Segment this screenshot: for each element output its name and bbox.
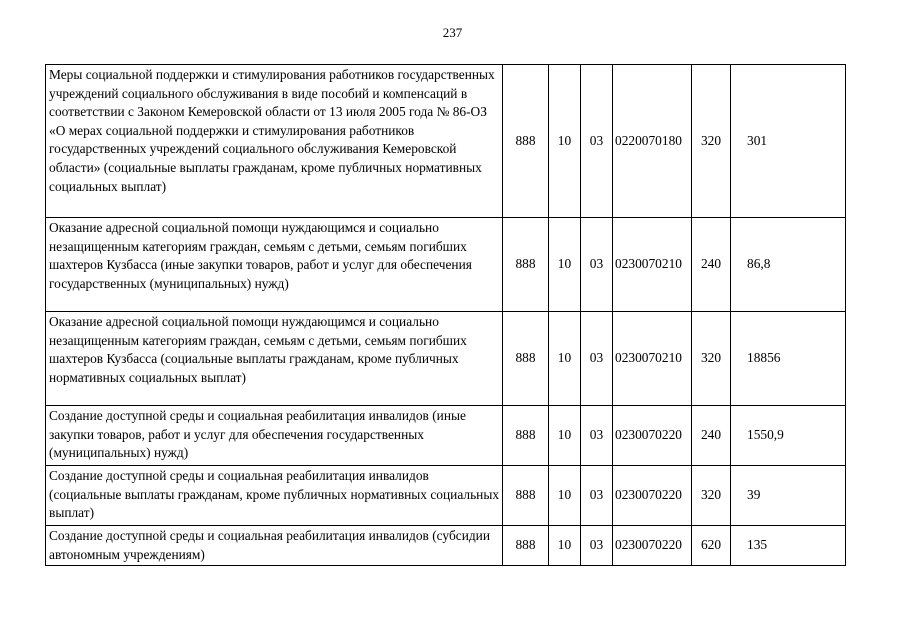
expense-name-cell: Создание доступной среды и социальная реабилитация инвалидов (субсидии автономным учреждениям)	[46, 526, 503, 566]
table-row	[46, 65, 846, 218]
subsection-code-cell: 03	[581, 466, 613, 526]
expense-name-cell: Создание доступной среды и социальная реабилитация инвалидов (иные закупки товаров, работ и услуг для обеспечения государственных (муниципальных) нужд)	[46, 406, 503, 466]
target-article-cell: 0230070220	[613, 406, 692, 466]
subsection-code-cell: 03	[581, 526, 613, 566]
amount-cell: 135	[731, 526, 846, 566]
subsection-code-cell: 03	[581, 312, 613, 406]
table-row	[46, 218, 846, 312]
ministry-code-cell: 888	[503, 526, 549, 566]
section-code-cell: 10	[549, 312, 581, 406]
amount-cell: 39	[731, 466, 846, 526]
expense-type-cell: 320	[692, 65, 731, 218]
amount-cell: 301	[731, 65, 846, 218]
subsection-code-cell: 03	[581, 406, 613, 466]
expense-name-cell: Оказание адресной социальной помощи нуждающимся и социально незащищенным категориям граждан, семьям с детьми, семьям погибших шахтеров Кузбасса (иные закупки товаров, работ и услуг для обеспечения государственных (муниципальных) нужд)	[46, 218, 503, 312]
amount-cell: 86,8	[731, 218, 846, 312]
table-row	[46, 312, 846, 406]
expense-name-cell: Создание доступной среды и социальная реабилитация инвалидов (социальные выплаты гражданам, кроме публичных нормативных социальных выплат)	[46, 466, 503, 526]
target-article-cell: 0230070210	[613, 312, 692, 406]
page-number: 237	[442, 25, 463, 40]
target-article-cell: 0230070210	[613, 218, 692, 312]
ministry-code-cell: 888	[503, 65, 549, 218]
ministry-code-cell: 888	[503, 406, 549, 466]
expense-type-cell: 240	[692, 406, 731, 466]
table-row	[46, 526, 846, 566]
section-code-cell: 10	[549, 526, 581, 566]
section-code-cell: 10	[549, 65, 581, 218]
subsection-code-cell: 03	[581, 65, 613, 218]
expense-name-cell: Меры социальной поддержки и стимулирования работников государственных учреждений социального обслуживания в виде пособий и компенсаций в соответствии с Законом Кемеровской области от 13 июля 2005 года № 86-ОЗ «О мерах социальной поддержки и стимулирования работников государственных учреждений социального обслуживания Кемеровской области» (социальные выплаты гражданам, кроме публичных нормативных социальных выплат)	[46, 65, 503, 218]
subsection-code-cell: 03	[581, 218, 613, 312]
section-code-cell: 10	[549, 466, 581, 526]
ministry-code-cell: 888	[503, 218, 549, 312]
table-row	[46, 466, 846, 526]
target-article-cell: 0220070180	[613, 65, 692, 218]
expense-type-cell: 620	[692, 526, 731, 566]
ministry-code-cell: 888	[503, 312, 549, 406]
amount-cell: 18856	[731, 312, 846, 406]
budget-table	[45, 64, 846, 566]
expense-name-cell: Оказание адресной социальной помощи нуждающимся и социально незащищенным категориям граждан, семьям с детьми, семьям погибших шахтеров Кузбасса (социальные выплаты гражданам, кроме публичных нормативных социальных выплат)	[46, 312, 503, 406]
target-article-cell: 0230070220	[613, 466, 692, 526]
ministry-code-cell: 888	[503, 466, 549, 526]
expense-type-cell: 240	[692, 218, 731, 312]
target-article-cell: 0230070220	[613, 526, 692, 566]
section-code-cell: 10	[549, 218, 581, 312]
expense-type-cell: 320	[692, 312, 731, 406]
section-code-cell: 10	[549, 406, 581, 466]
amount-cell: 1550,9	[731, 406, 846, 466]
table-row	[46, 406, 846, 466]
expense-type-cell: 320	[692, 466, 731, 526]
